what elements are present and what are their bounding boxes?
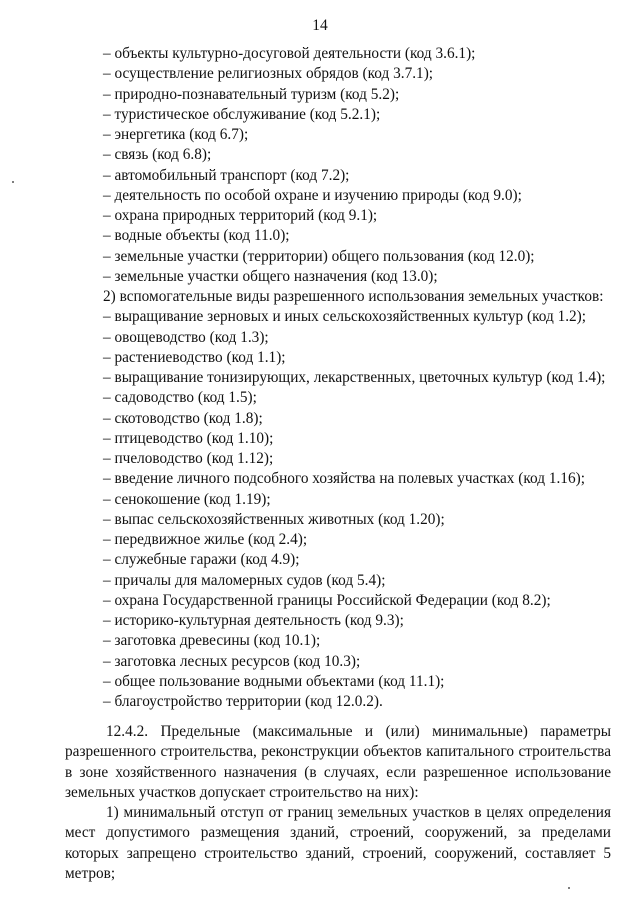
limits-paragraph: 12.4.2. Предельные (максимальные и (или) минимальные) параметры разрешенного строительства, реконструкции объектов капитального строительства в зоне хозяйственного назначения (в случаях, если разрешенное использование земельных участков допускает строительство на них):: [65, 723, 611, 801]
list-item: – сенокошение (код 1.19);: [103, 490, 271, 508]
page-number: 14: [312, 17, 328, 34]
min-setback-paragraph: 1) минимальный отступ от границ земельных участков в целях определения мест допустимого размещения зданий, строений, сооружений, за пределами которых запрещено строительство зданий, строений, сооружений, составляет 5 метров;: [65, 804, 611, 882]
list-item: – пчеловодство (код 1.12);: [103, 450, 274, 467]
list-item: – осуществление религиозных обрядов (код 3.7.1);: [103, 65, 434, 83]
list-item: – передвижное жилье (код 2.4);: [103, 531, 308, 548]
list-item: – служебные гаражи (код 4.9);: [103, 551, 300, 569]
list-item: – связь (код 6.8);: [103, 146, 212, 164]
list-item: – автомобильный транспорт (код 7.2);: [103, 166, 350, 184]
list-item: – выращивание зерновых и иных сельскохозяйственных культур (код 1.2);: [103, 308, 587, 326]
list-item: – земельные участки (территории) общего пользования (код 12.0);: [103, 247, 535, 265]
list-item: – деятельность по особой охране и изучению природы (код 9.0);: [103, 186, 522, 204]
list-item: – историко-культурная деятельность (код 9.3);: [103, 612, 404, 629]
list-item: – скотоводство (код 1.8);: [103, 409, 263, 427]
list-item: – заготовка лесных ресурсов (код 10.3);: [103, 652, 361, 670]
list-item: – благоустройство территории (код 12.0.2).: [103, 693, 383, 710]
permitted-uses-list: [103, 44, 605, 712]
list-item: – садоводство (код 1.5);: [103, 389, 257, 407]
list-item: – охрана Государственной границы Российской Федерации (код 8.2);: [103, 591, 551, 609]
list-item: – природно-познавательный туризм (код 5.2);: [103, 85, 400, 103]
list-item: – туристическое обслуживание (код 5.2.1);: [103, 105, 381, 123]
list-item: – энергетика (код 6.7);: [103, 126, 249, 143]
list-item: – введение личного подсобного хозяйства на полевых участках (код 1.16);: [103, 470, 585, 488]
scan-speck: [568, 887, 570, 889]
list-item: – выращивание тонизирующих, лекарственных, цветочных культур (код 1.4);: [103, 369, 606, 386]
list-item: – объекты культурно-досуговой деятельности (код 3.6.1);: [103, 45, 476, 62]
list-item: – водные объекты (код 11.0);: [103, 227, 290, 245]
scan-speck: [12, 181, 14, 183]
list-item: – овощеводство (код 1.3);: [103, 328, 269, 346]
list-item: – выпас сельскохозяйственных животных (код 1.20);: [103, 510, 445, 528]
list-item: – охрана природных территорий (код 9.1);: [103, 207, 378, 224]
list-item: – птицеводство (код 1.10);: [103, 429, 274, 447]
list-item: – общее пользование водными объектами (код 11.1);: [103, 672, 445, 690]
list-item: – причалы для маломерных судов (код 5.4);: [103, 571, 386, 589]
list-item: – земельные участки общего назначения (код 13.0);: [103, 267, 438, 285]
list-item: – растениеводство (код 1.1);: [103, 348, 286, 366]
list-item: 2) вспомогательные виды разрешенного использования земельных участков:: [103, 288, 604, 305]
list-item: – заготовка древесины (код 10.1);: [103, 632, 321, 650]
